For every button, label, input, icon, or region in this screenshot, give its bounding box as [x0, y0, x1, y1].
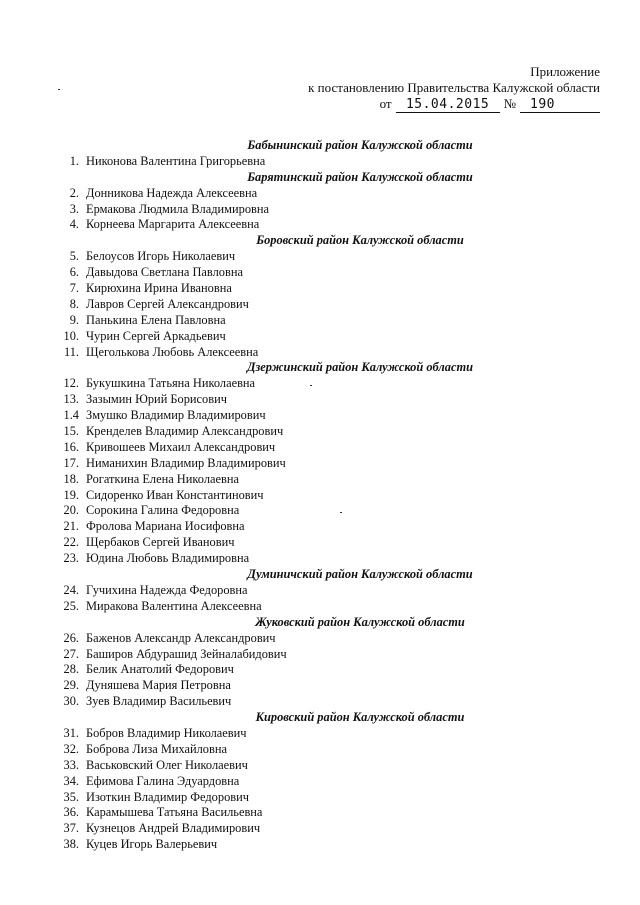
list-item: [50, 202, 610, 218]
person-name: Васьковский Олег Николаевич: [86, 757, 248, 772]
list-item: [50, 154, 610, 170]
item-number: 26.: [63, 630, 79, 645]
district-heading: Думиничский район Калужской области: [247, 567, 473, 582]
list-item: [50, 742, 610, 758]
list-item: [50, 631, 610, 647]
item-number: 17.: [63, 455, 79, 470]
item-number: 6.: [69, 265, 79, 280]
person-name: Фролова Мариана Иосифовна: [86, 519, 245, 534]
list-item: [50, 297, 610, 313]
person-name: Давыдова Светлана Павловна: [86, 265, 243, 280]
district-heading: Бабынинский район Калужской области: [247, 138, 473, 152]
person-name: Изоткин Владимир Федорович: [86, 789, 249, 804]
list-item: [50, 408, 610, 424]
item-number: 8.: [69, 296, 79, 311]
list-item: [50, 440, 610, 456]
item-number: 9.: [69, 312, 79, 327]
person-name: Юдина Любовь Владимировна: [86, 551, 250, 566]
item-number: 16.: [63, 439, 79, 454]
list-item: [50, 265, 610, 281]
item-number: 32.: [63, 741, 79, 756]
item-number: 29.: [63, 678, 79, 693]
district-heading: Барятинский район Калужской области: [247, 169, 473, 184]
person-name: Рогаткина Елена Николаевна: [86, 471, 239, 486]
person-name: Кирюхина Ирина Ивановна: [86, 281, 232, 296]
list-item: [50, 186, 610, 202]
item-number: 38.: [63, 837, 79, 852]
district-heading: Дзержинский район Калужской области: [247, 360, 473, 375]
list-item: [50, 345, 610, 361]
person-name: Белик Анатолий Федорович: [86, 662, 234, 677]
resolution-date: 15.04.2015: [396, 98, 500, 113]
list-item: [50, 329, 610, 345]
item-number: 18.: [63, 471, 79, 486]
item-number: 11.: [63, 344, 79, 359]
item-number: 12.: [63, 376, 79, 391]
person-name: Донникова Надежда Алексеевна: [86, 185, 258, 200]
person-name: Кренделев Владимир Александрович: [86, 424, 284, 439]
list-item: [50, 249, 610, 265]
appendix-title: Приложение: [530, 64, 600, 79]
person-name: Сорокина Галина Федоровна: [86, 503, 240, 518]
person-name: Зуев Владимир Васильевич: [86, 694, 232, 709]
person-name: Кузнецов Андрей Владимирович: [86, 821, 261, 836]
person-name: Ермакова Людмила Владимировна: [86, 201, 270, 216]
item-number: 3.: [69, 201, 79, 216]
person-name: Баширов Абдурашид Зейналабидович: [86, 646, 287, 661]
item-number: 5.: [69, 249, 79, 264]
list-item: [50, 758, 610, 774]
item-number: 34.: [63, 773, 79, 788]
person-name: Щербаков Сергей Иванович: [86, 535, 235, 550]
list-item: [50, 519, 610, 535]
list-item: [50, 805, 610, 821]
item-number: 1.4: [63, 408, 79, 423]
person-name: Боброва Лиза Михайловна: [86, 741, 227, 756]
person-name: Баженов Александр Александрович: [86, 630, 276, 645]
item-number: 30.: [63, 694, 79, 709]
person-name: Змушко Владимир Владимирович: [86, 408, 266, 423]
item-number: 21.: [63, 519, 79, 534]
list-item: [50, 678, 610, 694]
list-item: [50, 503, 610, 519]
person-name: Кривошеев Михаил Александрович: [86, 439, 276, 454]
list-item: [50, 456, 610, 472]
resolution-date-row: [308, 96, 600, 113]
list-item: [50, 662, 610, 678]
item-number: 4.: [69, 217, 79, 232]
list-item: [50, 217, 610, 233]
list-item: [50, 726, 610, 742]
list-item: [50, 424, 610, 440]
person-name: Щеголькова Любовь Алексеевна: [86, 344, 259, 359]
item-number: 22.: [63, 535, 79, 550]
item-number: 7.: [69, 281, 79, 296]
item-number: 1.: [69, 153, 79, 168]
list-item: [50, 790, 610, 806]
list-item: [50, 599, 610, 615]
list-item: [50, 488, 610, 504]
person-name: Миракова Валентина Алексеевна: [86, 598, 262, 613]
item-number: 36.: [63, 805, 79, 820]
person-name: Ниманихин Владимир Владимирович: [86, 455, 286, 470]
list-item: [50, 694, 610, 710]
person-name: Карамышева Татьяна Васильевна: [86, 805, 263, 820]
item-number: 35.: [63, 789, 79, 804]
item-number: 2.: [69, 185, 79, 200]
appendix-header: [308, 64, 600, 113]
person-name: Куцев Игорь Валерьевич: [86, 837, 218, 852]
list-item: [50, 535, 610, 551]
person-name: Сидоренко Иван Константинович: [86, 487, 264, 502]
item-number: 31.: [63, 725, 79, 740]
list-item: [50, 472, 610, 488]
person-name: Зазымин Юрий Борисович: [86, 392, 227, 407]
district-heading: Жуковский район Калужской области: [255, 614, 465, 629]
item-number: 33.: [63, 757, 79, 772]
district-heading: Кировский район Калужской области: [255, 710, 465, 725]
person-name: Ефимова Галина Эдуардовна: [86, 773, 240, 788]
person-name: Никонова Валентина Григорьевна: [86, 153, 266, 168]
item-number: 24.: [63, 582, 79, 597]
person-name: Гучихина Надежда Федоровна: [86, 582, 248, 597]
list-item: [50, 281, 610, 297]
item-number: 28.: [63, 662, 79, 677]
list-item: [50, 821, 610, 837]
item-number: 15.: [63, 424, 79, 439]
list-item: [50, 837, 610, 853]
item-number: 37.: [63, 821, 79, 836]
list-item: [50, 774, 610, 790]
item-number: 13.: [63, 392, 79, 407]
item-number: 25.: [63, 598, 79, 613]
item-number: 27.: [63, 646, 79, 661]
resolution-number: 190: [520, 98, 600, 113]
person-name: Панькина Елена Павловна: [86, 312, 226, 327]
list-item: [50, 376, 610, 392]
list-item: [50, 647, 610, 663]
person-name: Корнеева Маргарита Алексеевна: [86, 217, 260, 232]
list-item: [50, 551, 610, 567]
item-number: 23.: [63, 551, 79, 566]
item-number: 20.: [63, 503, 79, 518]
person-name: Белоусов Игорь Николаевич: [86, 249, 236, 264]
list-item: [50, 313, 610, 329]
number-prefix: №: [503, 96, 516, 111]
district-heading: Боровский район Калужской области: [256, 233, 464, 248]
person-name: Чурин Сергей Аркадьевич: [86, 328, 226, 343]
person-name: Бобров Владимир Николаевич: [86, 725, 247, 740]
date-prefix: от: [379, 96, 392, 111]
people-list: [50, 138, 610, 853]
item-number: 19.: [63, 487, 79, 502]
scan-speck: [58, 89, 60, 90]
list-item: [50, 392, 610, 408]
person-name: Букушкина Татьяна Николаевна: [86, 376, 256, 391]
person-name: Лавров Сергей Александрович: [86, 296, 249, 311]
list-item: [50, 583, 610, 599]
resolution-reference: к постановлению Правительства Калужской области: [308, 80, 600, 95]
person-name: Дуняшева Мария Петровна: [86, 678, 231, 693]
item-number: 10.: [63, 328, 79, 343]
